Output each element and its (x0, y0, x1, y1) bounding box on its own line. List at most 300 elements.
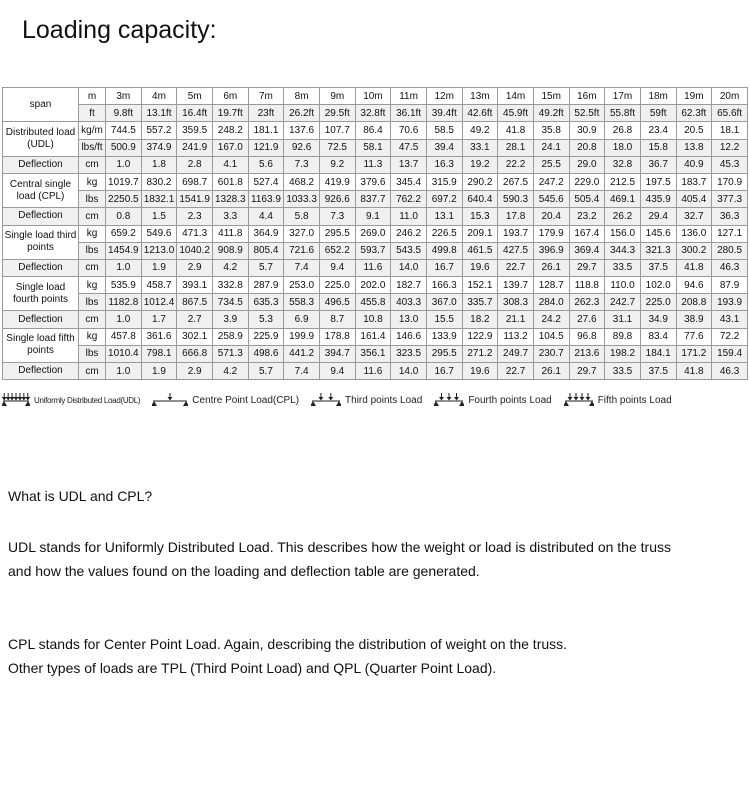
deflection-value-cell: 1.0 (106, 259, 142, 276)
load-value-cell: 1454.9 (106, 242, 142, 259)
span-meters-cell: 9m (319, 88, 355, 105)
deflection-value-cell: 14.0 (391, 363, 427, 380)
deflection-value-cell: 2.8 (177, 156, 213, 173)
span-meters-cell: 5m (177, 88, 213, 105)
load-value-cell: 102.0 (640, 277, 676, 294)
deflection-value-cell: 14.0 (391, 259, 427, 276)
load-value-cell: 230.7 (533, 345, 569, 362)
legend-item (434, 393, 551, 407)
deflection-value-cell: 4.1 (212, 156, 248, 173)
load-value-cell: 133.9 (426, 328, 462, 345)
load-value-cell: 30.9 (569, 122, 605, 139)
span-feet-cell: 62.3ft (676, 105, 712, 122)
load-value-cell: 1012.4 (141, 294, 177, 311)
load-value-cell: 335.7 (462, 294, 498, 311)
unit-cell: lbs (79, 294, 106, 311)
load-value-cell: 762.2 (391, 191, 427, 208)
load-value-cell: 18.1 (712, 122, 748, 139)
span-meters-cell: 8m (284, 88, 320, 105)
deflection-value-cell: 23.2 (569, 208, 605, 225)
deflection-value-cell: 1.9 (141, 259, 177, 276)
load-value-cell: 323.5 (391, 345, 427, 362)
deflection-value-cell: 13.7 (391, 156, 427, 173)
load-value-cell: 107.7 (319, 122, 355, 139)
deflection-value-cell: 19.6 (462, 363, 498, 380)
deflection-value-cell: 26.1 (533, 259, 569, 276)
load-value-cell: 359.5 (177, 122, 213, 139)
deflection-value-cell: 24.2 (533, 311, 569, 328)
load-value-cell: 26.8 (605, 122, 641, 139)
span-meters-cell: 14m (498, 88, 534, 105)
load-value-cell: 461.5 (462, 242, 498, 259)
deflection-value-cell: 3.3 (212, 208, 248, 225)
cpl-arrow-icon (152, 393, 188, 407)
load-value-cell: 170.9 (712, 173, 748, 190)
unit-cell: lbs/ft (79, 139, 106, 156)
unit-cell: ft (79, 105, 106, 122)
load-value-cell: 18.0 (605, 139, 641, 156)
deflection-value-cell: 4.2 (212, 363, 248, 380)
deflection-value-cell: 20.4 (533, 208, 569, 225)
load-value-cell: 49.2 (462, 122, 498, 139)
load-value-cell: 543.5 (391, 242, 427, 259)
span-feet-cell: 29.5ft (319, 105, 355, 122)
load-value-cell: 229.0 (569, 173, 605, 190)
load-value-cell: 13.8 (676, 139, 712, 156)
load-value-cell: 92.6 (284, 139, 320, 156)
load-value-cell: 367.0 (426, 294, 462, 311)
load-value-cell: 698.7 (177, 173, 213, 190)
load-value-cell: 1019.7 (106, 173, 142, 190)
span-feet-cell: 39.4ft (426, 105, 462, 122)
deflection-value-cell: 2.3 (177, 208, 213, 225)
deflection-value-cell: 5.3 (248, 311, 284, 328)
deflection-value-cell: 31.1 (605, 311, 641, 328)
load-value-cell: 72.5 (319, 139, 355, 156)
load-value-cell: 145.6 (640, 225, 676, 242)
deflection-value-cell: 1.0 (106, 363, 142, 380)
load-value-cell: 558.3 (284, 294, 320, 311)
deflection-value-cell: 33.5 (605, 363, 641, 380)
load-value-cell: 394.7 (319, 345, 355, 362)
load-value-cell: 419.9 (319, 173, 355, 190)
udl-explanation (8, 535, 748, 583)
span-meters-cell: 17m (605, 88, 641, 105)
load-value-cell: 241.9 (177, 139, 213, 156)
span-feet-cell: 55.8ft (605, 105, 641, 122)
deflection-value-cell: 1.7 (141, 311, 177, 328)
deflection-value-cell: 1.0 (106, 311, 142, 328)
load-value-cell: 468.2 (284, 173, 320, 190)
load-value-cell: 128.7 (533, 277, 569, 294)
load-value-cell: 47.5 (391, 139, 427, 156)
load-value-cell: 315.9 (426, 173, 462, 190)
load-value-cell: 122.9 (462, 328, 498, 345)
load-value-cell: 96.8 (569, 328, 605, 345)
deflection-label: Deflection (3, 311, 79, 328)
deflection-value-cell: 36.3 (712, 208, 748, 225)
span-meters-cell: 15m (533, 88, 569, 105)
deflection-value-cell: 29.4 (640, 208, 676, 225)
deflection-value-cell: 46.3 (712, 363, 748, 380)
load-value-cell: 247.2 (533, 173, 569, 190)
load-value-cell: 118.8 (569, 277, 605, 294)
load-row (3, 294, 748, 311)
span-meters-cell: 3m (106, 88, 142, 105)
load-value-cell: 396.9 (533, 242, 569, 259)
load-value-cell: 20.8 (569, 139, 605, 156)
load-value-cell: 253.0 (284, 277, 320, 294)
load-value-cell: 171.2 (676, 345, 712, 362)
load-value-cell: 721.6 (284, 242, 320, 259)
load-value-cell: 159.4 (712, 345, 748, 362)
load-value-cell: 471.3 (177, 225, 213, 242)
span-feet-cell: 23ft (248, 105, 284, 122)
deflection-value-cell: 9.4 (319, 363, 355, 380)
load-value-cell: 427.5 (498, 242, 534, 259)
load-value-cell: 1163.9 (248, 191, 284, 208)
load-value-cell: 2250.5 (106, 191, 142, 208)
unit-cell: lbs (79, 345, 106, 362)
load-value-cell: 87.9 (712, 277, 748, 294)
deflection-value-cell: 16.3 (426, 156, 462, 173)
load-type-label: Single load fourth points (3, 277, 79, 311)
span-label: span (3, 88, 79, 122)
legend-item (152, 393, 299, 407)
load-value-cell: 146.6 (391, 328, 427, 345)
deflection-value-cell: 22.7 (498, 259, 534, 276)
deflection-value-cell: 7.3 (284, 156, 320, 173)
load-value-cell: 867.5 (177, 294, 213, 311)
deflection-value-cell: 2.9 (177, 363, 213, 380)
load-value-cell: 152.1 (462, 277, 498, 294)
load-row (3, 173, 748, 190)
unit-cell: cm (79, 311, 106, 328)
load-value-cell: 15.8 (640, 139, 676, 156)
load-value-cell: 262.3 (569, 294, 605, 311)
deflection-value-cell: 15.5 (426, 311, 462, 328)
load-value-cell: 379.6 (355, 173, 391, 190)
load-row (3, 122, 748, 139)
deflection-value-cell: 11.0 (391, 208, 427, 225)
load-value-cell: 225.0 (319, 277, 355, 294)
deflection-value-cell: 43.1 (712, 311, 748, 328)
deflection-value-cell: 5.7 (248, 259, 284, 276)
load-value-cell: 457.8 (106, 328, 142, 345)
deflection-value-cell: 36.7 (640, 156, 676, 173)
load-row (3, 328, 748, 345)
deflection-value-cell: 2.9 (177, 259, 213, 276)
deflection-row (3, 311, 748, 328)
deflection-value-cell: 9.1 (355, 208, 391, 225)
load-value-cell: 137.6 (284, 122, 320, 139)
load-value-cell: 458.7 (141, 277, 177, 294)
unit-cell: kg/m (79, 122, 106, 139)
load-value-cell: 1010.4 (106, 345, 142, 362)
load-value-cell: 1182.8 (106, 294, 142, 311)
deflection-value-cell: 1.8 (141, 156, 177, 173)
deflection-label: Deflection (3, 363, 79, 380)
load-value-cell: 213.6 (569, 345, 605, 362)
load-value-cell: 110.0 (605, 277, 641, 294)
deflection-value-cell: 11.6 (355, 363, 391, 380)
load-value-cell: 208.8 (676, 294, 712, 311)
load-value-cell: 198.2 (605, 345, 641, 362)
load-value-cell: 734.5 (212, 294, 248, 311)
deflection-value-cell: 9.4 (319, 259, 355, 276)
deflection-value-cell: 13.0 (391, 311, 427, 328)
load-row (3, 345, 748, 362)
header-row-feet (3, 105, 748, 122)
deflection-value-cell: 13.1 (426, 208, 462, 225)
load-row (3, 225, 748, 242)
load-value-cell: 640.4 (462, 191, 498, 208)
deflection-value-cell: 32.8 (605, 156, 641, 173)
span-meters-cell: 6m (212, 88, 248, 105)
load-value-cell: 405.4 (676, 191, 712, 208)
udl-explanation-line-2: and how the values found on the loading and deflection table are generated. (8, 563, 480, 579)
span-meters-cell: 20m (712, 88, 748, 105)
load-value-cell: 136.0 (676, 225, 712, 242)
deflection-value-cell: 16.7 (426, 363, 462, 380)
load-value-cell: 161.4 (355, 328, 391, 345)
load-value-cell: 242.7 (605, 294, 641, 311)
span-feet-cell: 9.8ft (106, 105, 142, 122)
load-value-cell: 167.0 (212, 139, 248, 156)
legend-item (311, 393, 422, 407)
span-feet-cell: 32.8ft (355, 105, 391, 122)
deflection-value-cell: 11.3 (355, 156, 391, 173)
faq-question: What is UDL and CPL? (8, 488, 153, 504)
deflection-value-cell: 11.6 (355, 259, 391, 276)
load-value-cell: 139.7 (498, 277, 534, 294)
load-value-cell: 89.8 (605, 328, 641, 345)
load-type-legend (2, 392, 684, 408)
load-value-cell: 287.9 (248, 277, 284, 294)
span-feet-cell: 13.1ft (141, 105, 177, 122)
unit-cell: cm (79, 363, 106, 380)
unit-cell: kg (79, 173, 106, 190)
deflection-value-cell: 46.3 (712, 259, 748, 276)
load-value-cell: 193.9 (712, 294, 748, 311)
load-value-cell: 193.7 (498, 225, 534, 242)
deflection-value-cell: 32.7 (676, 208, 712, 225)
load-value-cell: 179.9 (533, 225, 569, 242)
load-value-cell: 652.2 (319, 242, 355, 259)
deflection-value-cell: 1.0 (106, 156, 142, 173)
load-value-cell: 499.8 (426, 242, 462, 259)
load-value-cell: 332.8 (212, 277, 248, 294)
load-value-cell: 258.9 (212, 328, 248, 345)
load-row (3, 139, 748, 156)
page-title: Loading capacity: (22, 16, 217, 44)
load-value-cell: 202.0 (355, 277, 391, 294)
load-value-cell: 1832.1 (141, 191, 177, 208)
load-value-cell: 77.6 (676, 328, 712, 345)
load-value-cell: 327.0 (284, 225, 320, 242)
load-value-cell: 356.1 (355, 345, 391, 362)
load-value-cell: 209.1 (462, 225, 498, 242)
load-value-cell: 166.3 (426, 277, 462, 294)
deflection-value-cell: 41.8 (676, 259, 712, 276)
deflection-value-cell: 7.3 (319, 208, 355, 225)
span-meters-cell: 19m (676, 88, 712, 105)
deflection-value-cell: 7.4 (284, 363, 320, 380)
span-feet-cell: 19.7ft (212, 105, 248, 122)
span-meters-cell: 13m (462, 88, 498, 105)
load-value-cell: 697.2 (426, 191, 462, 208)
load-value-cell: 156.0 (605, 225, 641, 242)
span-meters-cell: 18m (640, 88, 676, 105)
load-value-cell: 183.7 (676, 173, 712, 190)
load-value-cell: 496.5 (319, 294, 355, 311)
deflection-label: Deflection (3, 156, 79, 173)
load-value-cell: 58.5 (426, 122, 462, 139)
load-value-cell: 225.9 (248, 328, 284, 345)
cpl-explanation-line-2: Other types of loads are TPL (Third Point Load) and QPL (Quarter Point Load). (8, 660, 497, 676)
load-value-cell: 635.3 (248, 294, 284, 311)
load-value-cell: 178.8 (319, 328, 355, 345)
deflection-row (3, 363, 748, 380)
load-value-cell: 498.6 (248, 345, 284, 362)
legend-item (564, 393, 672, 407)
deflection-value-cell: 37.5 (640, 363, 676, 380)
load-type-label: Single load third points (3, 225, 79, 259)
legend-label: Third points Load (345, 394, 423, 406)
span-meters-cell: 11m (391, 88, 427, 105)
deflection-value-cell: 34.9 (640, 311, 676, 328)
load-value-cell: 280.5 (712, 242, 748, 259)
legend-label: Fifth points Load (597, 394, 672, 406)
deflection-value-cell: 1.9 (141, 363, 177, 380)
deflection-value-cell: 45.3 (712, 156, 748, 173)
load-value-cell: 167.4 (569, 225, 605, 242)
load-value-cell: 302.1 (177, 328, 213, 345)
deflection-label: Deflection (3, 208, 79, 225)
load-value-cell: 527.4 (248, 173, 284, 190)
load-value-cell: 269.0 (355, 225, 391, 242)
load-value-cell: 601.8 (212, 173, 248, 190)
load-value-cell: 308.3 (498, 294, 534, 311)
load-value-cell: 249.7 (498, 345, 534, 362)
load-value-cell: 837.7 (355, 191, 391, 208)
load-value-cell: 926.6 (319, 191, 355, 208)
cpl-explanation-line-1: CPL stands for Center Point Load. Again, describing the distribution of weight on the truss. (8, 636, 568, 652)
load-row (3, 242, 748, 259)
deflection-value-cell: 15.3 (462, 208, 498, 225)
unit-cell: kg (79, 328, 106, 345)
load-value-cell: 35.8 (533, 122, 569, 139)
deflection-value-cell: 26.2 (605, 208, 641, 225)
span-meters-cell: 10m (355, 88, 391, 105)
load-value-cell: 39.4 (426, 139, 462, 156)
deflection-value-cell: 5.8 (284, 208, 320, 225)
unit-cell: lbs (79, 242, 106, 259)
deflection-row (3, 156, 748, 173)
span-feet-cell: 26.2ft (284, 105, 320, 122)
deflection-row (3, 208, 748, 225)
load-value-cell: 805.4 (248, 242, 284, 259)
deflection-value-cell: 19.2 (462, 156, 498, 173)
deflection-value-cell: 9.2 (319, 156, 355, 173)
load-value-cell: 593.7 (355, 242, 391, 259)
load-value-cell: 248.2 (212, 122, 248, 139)
load-value-cell: 113.2 (498, 328, 534, 345)
deflection-value-cell: 0.8 (106, 208, 142, 225)
deflection-value-cell: 29.0 (569, 156, 605, 173)
deflection-value-cell: 18.2 (462, 311, 498, 328)
unit-cell: kg (79, 225, 106, 242)
load-value-cell: 197.5 (640, 173, 676, 190)
load-value-cell: 411.8 (212, 225, 248, 242)
load-value-cell: 590.3 (498, 191, 534, 208)
deflection-value-cell: 4.4 (248, 208, 284, 225)
load-value-cell: 393.1 (177, 277, 213, 294)
load-value-cell: 23.4 (640, 122, 676, 139)
load-value-cell: 181.1 (248, 122, 284, 139)
load-value-cell: 24.1 (533, 139, 569, 156)
deflection-value-cell: 5.6 (248, 156, 284, 173)
unit-cell: lbs (79, 191, 106, 208)
load-value-cell: 295.5 (426, 345, 462, 362)
unit-cell: kg (79, 277, 106, 294)
load-value-cell: 361.6 (141, 328, 177, 345)
deflection-value-cell: 22.7 (498, 363, 534, 380)
load-value-cell: 505.4 (569, 191, 605, 208)
load-value-cell: 94.6 (676, 277, 712, 294)
unit-cell: m (79, 88, 106, 105)
deflection-value-cell: 26.1 (533, 363, 569, 380)
load-value-cell: 500.9 (106, 139, 142, 156)
load-value-cell: 1040.2 (177, 242, 213, 259)
load-value-cell: 127.1 (712, 225, 748, 242)
load-value-cell: 12.2 (712, 139, 748, 156)
deflection-row (3, 259, 748, 276)
deflection-value-cell: 40.9 (676, 156, 712, 173)
load-value-cell: 225.0 (640, 294, 676, 311)
load-value-cell: 435.9 (640, 191, 676, 208)
deflection-value-cell: 4.2 (212, 259, 248, 276)
span-feet-cell: 65.6ft (712, 105, 748, 122)
deflection-value-cell: 29.7 (569, 259, 605, 276)
unit-cell: cm (79, 208, 106, 225)
load-value-cell: 182.7 (391, 277, 427, 294)
unit-cell: cm (79, 156, 106, 173)
span-meters-cell: 12m (426, 88, 462, 105)
load-value-cell: 86.4 (355, 122, 391, 139)
span-meters-cell: 7m (248, 88, 284, 105)
load-value-cell: 226.5 (426, 225, 462, 242)
load-value-cell: 469.1 (605, 191, 641, 208)
load-value-cell: 33.1 (462, 139, 498, 156)
load-value-cell: 377.3 (712, 191, 748, 208)
load-value-cell: 271.2 (462, 345, 498, 362)
load-value-cell: 369.4 (569, 242, 605, 259)
load-value-cell: 72.2 (712, 328, 748, 345)
load-value-cell: 441.2 (284, 345, 320, 362)
load-value-cell: 295.5 (319, 225, 355, 242)
load-value-cell: 284.0 (533, 294, 569, 311)
udl-explanation-line-1: UDL stands for Uniformly Distributed Load. This describes how the weight or load is distributed on the truss (8, 539, 671, 555)
deflection-value-cell: 3.9 (212, 311, 248, 328)
load-value-cell: 830.2 (141, 173, 177, 190)
unit-cell: cm (79, 259, 106, 276)
deflection-value-cell: 33.5 (605, 259, 641, 276)
deflection-value-cell: 25.5 (533, 156, 569, 173)
third-points-arrows-icon (311, 393, 341, 407)
load-value-cell: 1541.9 (177, 191, 213, 208)
load-type-label: Distributed load (UDL) (3, 122, 79, 156)
